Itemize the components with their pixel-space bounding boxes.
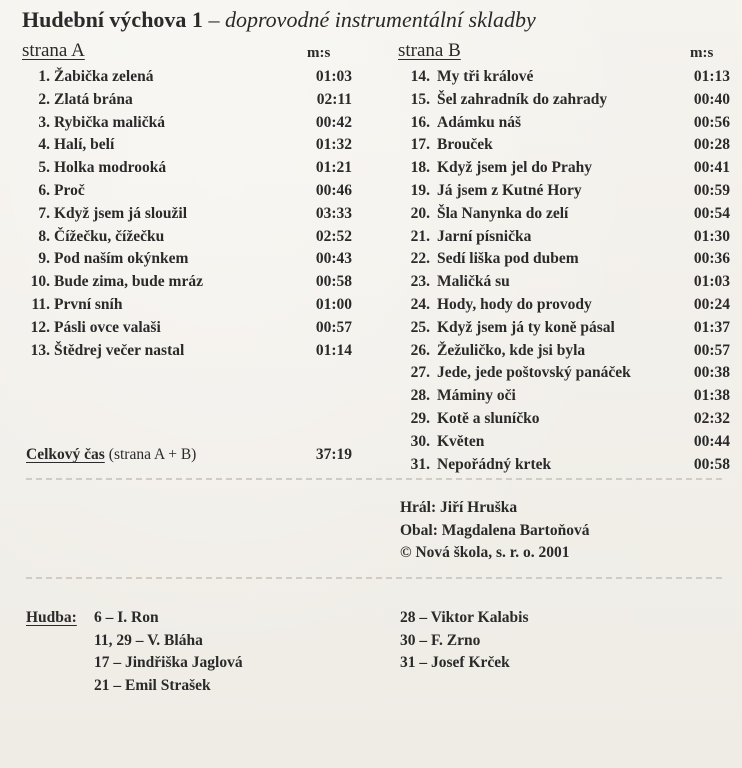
track-row [26,180,352,203]
track-duration: 00:59 [693,181,730,199]
side-b-tracklist [400,66,730,476]
track-row [26,340,352,363]
total-time-value: 37:19 [315,446,352,463]
total-time-note: (strana A + B) [108,446,197,463]
total-time-row [26,444,352,466]
track-duration: 03:33 [315,204,352,222]
music-credit: 6 – I. Ron [94,609,159,626]
track-number: 11. [31,295,50,313]
track-row [400,454,730,477]
track-number: 7. [38,204,50,222]
music-credits-right [400,607,528,675]
track-number: 29. [410,409,430,427]
track-duration: 00:58 [693,455,730,473]
track-duration: 01:00 [315,295,352,313]
album-title-subtitle: – doprovodné instrumentální skladby [202,7,536,32]
track-row [26,134,352,157]
track-row [26,226,352,249]
track-duration: 02:11 [316,90,352,108]
track-duration: 01:30 [693,227,730,245]
track-row [400,340,730,363]
track-number: 5. [38,159,50,177]
divider [26,577,722,579]
track-title: Jarní písnička [437,227,532,245]
track-duration: 00:28 [693,136,730,154]
track-number: 22. [410,250,430,268]
music-credit-line [26,607,243,630]
track-number: 18. [410,159,430,177]
track-title: Hody, hody do provody [437,295,592,313]
music-credit: 31 – Josef Krček [400,654,510,671]
track-number: 21. [410,227,430,245]
track-row [400,362,730,385]
track-title: Halí, belí [54,136,115,154]
track-duration: 01:32 [315,136,352,154]
side-a-tracklist [26,66,352,362]
track-number: 26. [410,341,430,359]
track-title: Holka modrooká [54,159,167,177]
track-title: Já jsem z Kutné Hory [437,181,582,199]
track-number: 31. [410,455,430,473]
track-duration: 00:57 [693,341,730,359]
track-row [400,408,730,431]
track-title: Máminy oči [437,387,516,405]
track-duration: 01:14 [315,341,352,359]
track-duration: 01:21 [315,159,352,177]
track-title: Pásli ovce valaši [54,318,161,336]
track-duration: 00:44 [693,432,730,450]
track-row [26,66,352,89]
track-number: 30. [410,432,430,450]
track-row [26,248,352,271]
side-a-ms-label: m:s [307,45,331,61]
track-duration: 02:32 [693,409,730,427]
credit-cover: Obal: Magdalena Bartoňová [400,521,590,539]
track-number: 17. [410,136,430,154]
track-title: Proč [54,181,85,199]
track-number: 19. [410,181,430,199]
track-title: Čížečku, čížečku [54,227,165,245]
track-row [400,112,730,135]
track-number: 28. [410,387,430,405]
track-row [400,385,730,408]
divider [26,478,722,480]
track-title: První sníh [54,295,123,313]
track-duration: 00:38 [693,364,730,382]
track-row [26,294,352,317]
track-number: 10. [30,273,50,291]
credit-copyright: © Nová škola, s. r. o. 2001 [400,544,570,561]
track-row [400,180,730,203]
track-title: Štědrej večer nastal [54,341,185,359]
track-duration: 02:52 [315,227,352,245]
track-row [26,317,352,340]
track-duration: 00:41 [693,159,730,177]
track-title: Šla Nanynka do zelí [437,204,569,222]
track-title: Šel zahradník do zahrady [437,90,608,108]
music-credit: 17 – Jindřiška Jaglová [94,654,243,671]
track-title: Když jsem já sloužil [54,204,188,222]
track-title: Žabička zelená [54,68,154,85]
track-row [400,226,730,249]
track-title: Zlatá brána [54,90,133,108]
track-title: Adámku náš [437,113,521,131]
track-title: Jede, jede poštovský panáček [437,364,631,382]
music-credit: 21 – Emil Strašek [94,676,211,694]
track-row [26,157,352,180]
track-title: Květen [437,432,485,450]
album-title-main: Hudební výchova 1 [22,7,203,32]
track-number: 27. [410,364,430,382]
track-title: Kotě a sluníčko [437,409,540,427]
total-time-label: Celkový čas [26,446,105,463]
track-number: 1. [38,68,50,85]
track-number: 9. [38,250,50,268]
music-credit: 28 – Viktor Kalabis [400,609,529,626]
side-b-heading: strana B [398,40,461,61]
track-row [400,431,730,454]
track-title: Rybička maličká [54,113,165,131]
track-title: Žežuličko, kde jsi byla [437,341,586,359]
track-title: Maličká su [437,273,510,291]
track-number: 25. [410,318,430,336]
music-credits-left [26,607,243,697]
track-number: 3. [38,113,50,131]
track-title: Pod naším okýnkem [54,250,189,268]
track-duration: 00:40 [693,90,730,108]
track-duration: 00:54 [693,204,730,222]
track-row [26,89,352,112]
track-number: 14. [410,68,430,85]
track-duration: 01:03 [693,273,730,291]
track-row [400,89,730,112]
track-row [400,271,730,294]
track-row [400,317,730,340]
track-number: 23. [410,273,430,291]
side-a-heading: strana A [22,40,85,61]
track-row [400,248,730,271]
track-duration: 01:03 [315,68,352,85]
track-title: Když jsem já ty koně pásal [437,318,615,336]
music-credit: 30 – F. Zrno [400,631,481,649]
track-number: 20. [410,204,430,222]
track-number: 8. [38,227,50,245]
track-number: 24. [410,295,430,313]
track-number: 4. [38,136,50,154]
side-b-ms-label: m:s [690,45,714,61]
track-duration: 01:37 [693,318,730,336]
track-title: Sedí liška pod dubem [437,250,579,268]
track-number: 15. [410,90,430,108]
music-label: Hudba: [26,609,77,626]
track-duration: 00:36 [693,250,730,268]
track-title: Když jsem jel do Prahy [437,159,592,177]
track-row [26,203,352,226]
track-row [26,112,352,135]
track-duration: 01:13 [693,68,730,85]
track-row [400,203,730,226]
track-title: My tři králové [437,68,534,85]
credits [400,497,589,565]
track-row [400,134,730,157]
music-credit: 11, 29 – V. Bláha [94,631,203,649]
track-duration: 00:46 [315,181,352,199]
track-row [26,271,352,294]
credit-performer: Hrál: Jiří Hruška [400,499,518,516]
track-row [400,157,730,180]
track-duration: 00:56 [693,113,730,131]
track-number: 12. [30,318,50,336]
album-title [22,6,536,34]
track-duration: 00:58 [315,273,352,291]
track-number: 2. [38,90,50,108]
track-row [400,66,730,89]
track-title: Bude zima, bude mráz [54,273,203,291]
track-duration: 00:42 [315,113,352,131]
track-number: 13. [30,341,50,359]
track-duration: 00:43 [315,250,352,268]
track-number: 16. [410,113,430,131]
track-duration: 01:38 [693,387,730,405]
track-title: Brouček [437,136,493,154]
track-duration: 00:57 [315,318,352,336]
track-duration: 00:24 [693,295,730,313]
track-number: 6. [38,181,50,199]
track-row [400,294,730,317]
track-title: Nepořádný krtek [437,455,552,473]
